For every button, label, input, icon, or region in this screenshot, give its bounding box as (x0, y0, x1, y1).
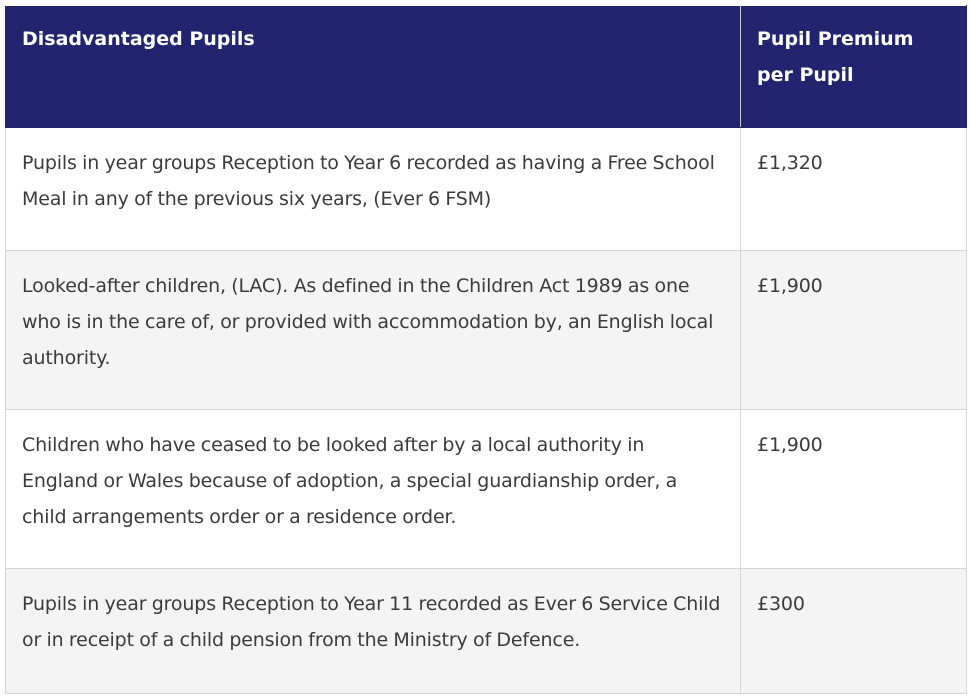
header-row (6, 6, 967, 128)
table-body (6, 128, 967, 694)
row-amount: £1,320 (741, 128, 967, 251)
row-amount: £300 (741, 569, 967, 694)
table-row (6, 251, 967, 410)
table-row (6, 410, 967, 569)
row-amount: £1,900 (741, 410, 967, 569)
row-amount: £1,900 (741, 251, 967, 410)
pupil-premium-table (5, 5, 967, 694)
table-header (6, 6, 967, 128)
table-row (6, 128, 967, 251)
header-pupil-premium-per-pupil: Pupil Premium per Pupil (741, 6, 967, 128)
table-row (6, 569, 967, 694)
row-description: Pupils in year groups Reception to Year 11 recorded as Ever 6 Service Child or in receipt of a child pension from the Ministry of Defence. (6, 569, 741, 694)
row-description: Pupils in year groups Reception to Year 6 recorded as having a Free School Meal in any of the previous six years, (Ever 6 FSM) (6, 128, 741, 251)
row-description: Children who have ceased to be looked after by a local authority in England or Wales because of adoption, a special guardianship order, a child arrangements order or a residence order. (6, 410, 741, 569)
header-disadvantaged-pupils: Disadvantaged Pupils (6, 6, 741, 128)
row-description: Looked-after children, (LAC). As defined in the Children Act 1989 as one who is in the care of, or provided with accommodation by, an English local authority. (6, 251, 741, 410)
pupil-premium-table-container (5, 5, 966, 694)
